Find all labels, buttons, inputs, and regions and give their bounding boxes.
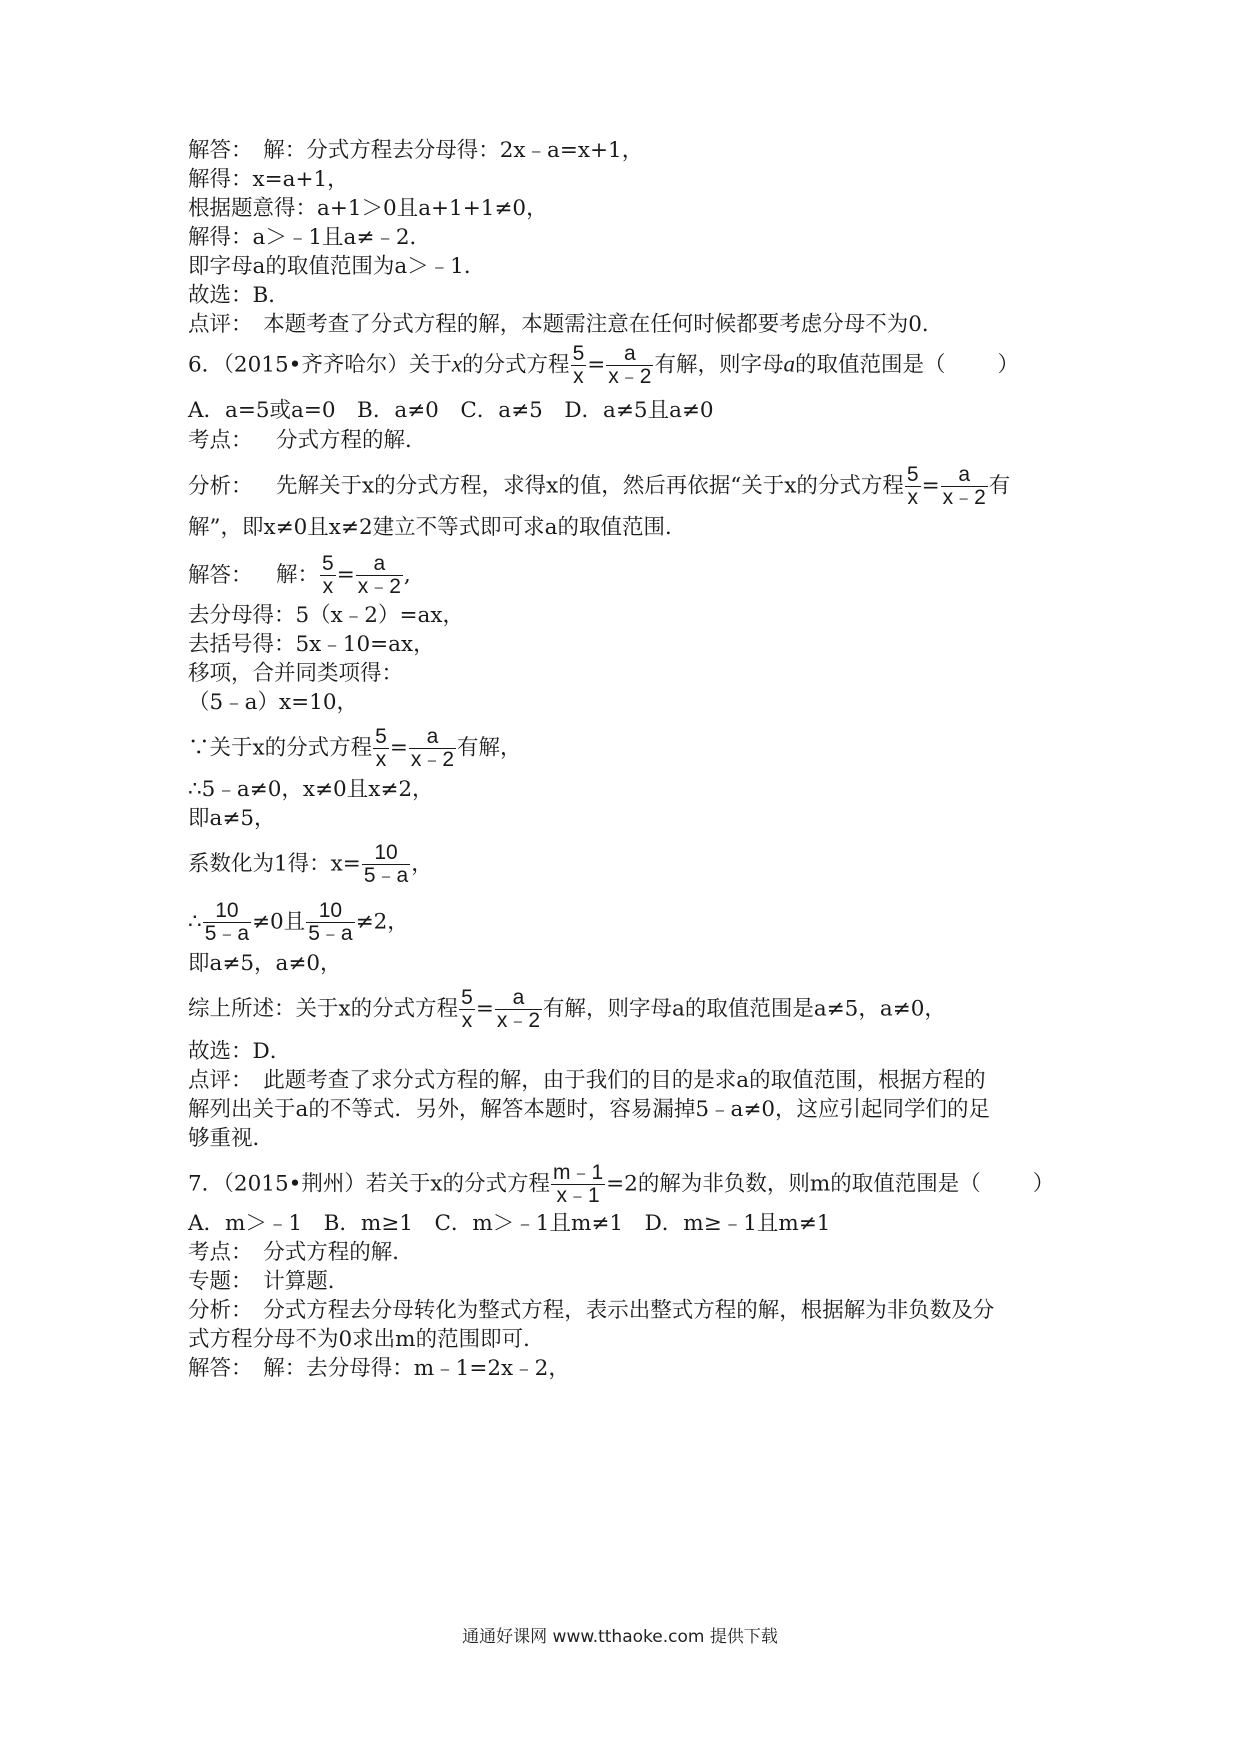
- fraction-5-over-x: $\frac{5}{x}$: [572, 342, 585, 388]
- q7-fenxi-cont: 式方程分母不为0求出m的范围即可．: [188, 1327, 545, 1352]
- fraction-10-over-5-a: $\frac{10}{5﹣a}$: [308, 899, 353, 945]
- answer-line: 故选：B．: [188, 283, 290, 308]
- q6-stem-mid: 的分式方程: [462, 352, 570, 378]
- comment-line: 点评： 本题考查了分式方程的解，本题需注意在任何时候都要考虑分母不为0．: [188, 312, 944, 337]
- q7-jieda: 解答： 解：去分母得：m﹣1=2x﹣2，: [188, 1356, 570, 1381]
- q6-step: 去括号得：5x﹣10=ax，: [188, 632, 435, 657]
- fraction-5-over-x: $\frac{5}{x}$: [461, 986, 473, 1032]
- q7-fenxi: 分析： 分式方程去分母转化为整式方程，表示出整式方程的解，根据解为非负数及分: [188, 1298, 995, 1323]
- close-paren: ）: [997, 352, 1019, 378]
- q6-dianping: 点评： 此题考查了求分式方程的解，由于我们的目的是求a的取值范围，根据方程的: [188, 1068, 986, 1093]
- answer-line: 解答： 解：分式方程去分母得：2x﹣a=x+1，: [188, 138, 644, 163]
- q6-stem-end: 的取值范围是（: [794, 352, 946, 378]
- q6-step: ∴ $\frac{10}{5﹣a}$ ≠0且 $\frac{10}{5﹣a}$ ≠2，: [188, 899, 409, 945]
- page-footer: 通通好课网 www.tthaoke.com 提供下载: [462, 1627, 778, 1647]
- question-6-stem: 6．（2015•齐齐哈尔）关于x的分式方程 $\frac{5}{x}$ = $\frac{a}{x﹣2}$ 有解，则字母a的取值范围是（ ）: [188, 342, 1019, 388]
- q6-stem-pre: 6．（2015•齐齐哈尔）关于: [188, 352, 452, 378]
- fraction-a-over-x-2: $\frac{a}{x﹣2}$: [410, 725, 455, 771]
- q6-step: （5﹣a）x=10，: [188, 690, 358, 715]
- q6-dianping: 解列出关于a的不等式．另外，解答本题时，容易漏掉5﹣a≠0，这应引起同学们的足: [188, 1097, 991, 1122]
- fraction-5-over-x: $\frac{5}{x}$: [906, 463, 919, 509]
- question-7-stem: 7．（2015•荆州）若关于x的分式方程 $\frac{m﹣1}{x﹣1}$ =2的解为非负数，则m的取值范围是（ ）: [188, 1161, 1055, 1207]
- q7-kaodian: 考点： 分式方程的解．: [188, 1240, 414, 1265]
- q6-step: 即a≠5，a≠0，: [188, 951, 342, 976]
- var-x: x: [451, 351, 463, 377]
- q6-step: 系数化为1得：x= $\frac{10}{5﹣a}$ ，: [188, 841, 433, 887]
- q6-dianping: 够重视．: [188, 1126, 275, 1151]
- fraction-10-over-5-a: $\frac{10}{5﹣a}$: [363, 841, 409, 887]
- fraction-10-over-5-a: $\frac{10}{5﹣a}$: [204, 899, 250, 945]
- q6-step: 综上所述：关于x的分式方程 $\frac{5}{x}$ = $\frac{a}{x﹣2}$ 有解，则字母a的取值范围是a≠5，a≠0，: [188, 986, 946, 1032]
- question-7-options: A．m＞﹣1 B．m≥1 C．m＞﹣1且m≠1 D．m≥﹣1且m≠1: [188, 1211, 831, 1236]
- q7-zhuanti: 专题： 计算题．: [188, 1269, 350, 1294]
- q6-step: 即a≠5，: [188, 806, 276, 831]
- question-6-options: A．a=5或a=0 B．a≠0 C．a≠5 D．a≠5且a≠0: [188, 398, 714, 423]
- answer-line: 解得：x=a+1，: [188, 167, 349, 192]
- answer-line: 即字母a的取值范围为a＞﹣1．: [188, 254, 486, 279]
- q6-jieda: 解答： 解： $\frac{5}{x}$ = $\frac{a}{x﹣2}$ ,: [188, 552, 411, 598]
- fraction-m-1-over-x-1: $\frac{m﹣1}{x﹣1}$: [552, 1161, 604, 1207]
- q6-fenxi-cont: 解”，即x≠0且x≠2建立不等式即可求a的取值范围．: [188, 515, 687, 540]
- q6-stem-post: 有解，则字母: [654, 352, 784, 378]
- fraction-5-over-x: $\frac{5}{x}$: [322, 552, 334, 598]
- q6-step: ∴5﹣a≠0，x≠0且x≠2，: [188, 777, 434, 802]
- q6-step: 去分母得：5（x﹣2）=ax，: [188, 603, 464, 628]
- fraction-a-over-x-2: $\frac{a}{x﹣2}$: [942, 463, 986, 509]
- fraction-5-over-x: $\frac{5}{x}$: [375, 725, 387, 771]
- var-a: a: [783, 351, 795, 377]
- answer-line: 解得：a＞﹣1且a≠﹣2．: [188, 225, 432, 250]
- q6-step: 移项，合并同类项得：: [188, 661, 404, 686]
- close-paren: ）: [1032, 1171, 1055, 1197]
- q6-step: ∵关于x的分式方程 $\frac{5}{x}$ = $\frac{a}{x﹣2}$ 有解，: [188, 725, 522, 771]
- fraction-a-over-x-2: $\frac{a}{x﹣2}$: [608, 342, 652, 388]
- answer-line: 根据题意得：a+1＞0且a+1+1≠0，: [188, 196, 548, 221]
- fraction-a-over-x-2: $\frac{a}{x﹣2}$: [496, 986, 541, 1032]
- q6-kaodian: 考点： 分式方程的解．: [188, 428, 427, 453]
- fraction-a-over-x-2: $\frac{a}{x﹣2}$: [357, 552, 401, 598]
- q6-fenxi: 分析： 先解关于x的分式方程，求得x的值，然后再依据“关于x的分式方程 $\frac{5}{x}$ = $\frac{a}{x﹣2}$ 有: [188, 463, 1011, 509]
- q6-step: 故选：D．: [188, 1039, 292, 1064]
